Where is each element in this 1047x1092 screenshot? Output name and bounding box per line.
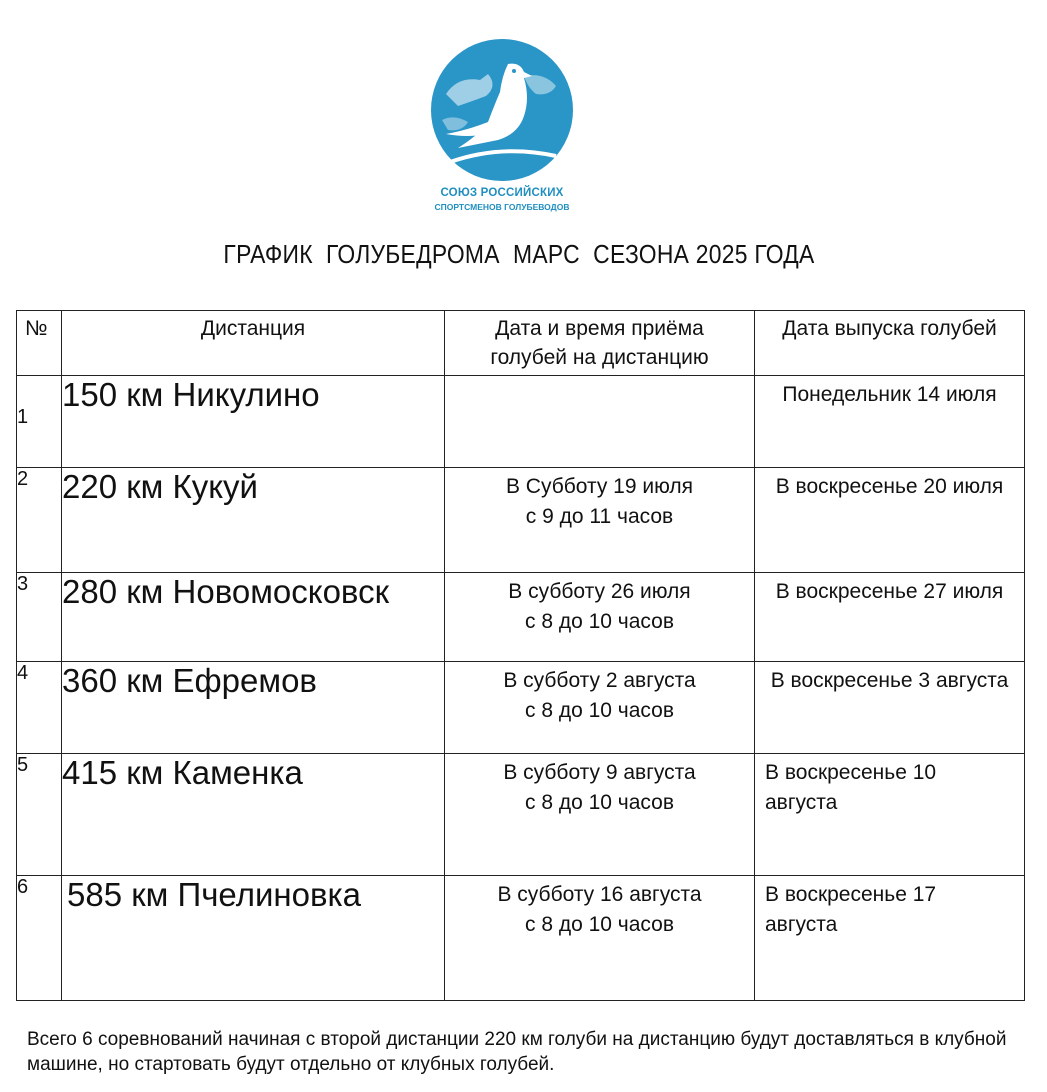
row-number: 3 — [17, 573, 62, 662]
row-release — [755, 468, 1025, 573]
logo-line-1: СОЮЗ РОССИЙСКИХ — [440, 187, 564, 199]
schedule-table — [16, 310, 1025, 1001]
row-receive-line-2: с 8 до 10 часов — [525, 913, 674, 936]
row-receive — [445, 754, 755, 876]
row-release — [755, 573, 1025, 662]
header-receive-line-2: голубей на дистанцию — [490, 346, 709, 369]
row-release — [755, 662, 1025, 754]
footer-note — [27, 1027, 1027, 1077]
footer-note-line-1: Всего 6 соревнований начиная с второй дистанции 220 км голуби на дистанцию будут доставляться в клубной — [27, 1029, 1007, 1050]
table-row — [17, 376, 1025, 468]
organization-logo — [428, 36, 576, 216]
header-release: Дата выпуска голубей — [755, 311, 1025, 376]
row-release — [755, 376, 1025, 468]
dove-over-russia-map-icon — [428, 36, 576, 186]
table-row — [17, 468, 1025, 573]
table-header-row — [17, 311, 1025, 376]
row-receive-line-1: В субботу 16 августа — [497, 883, 702, 906]
row-distance: 150 км Никулино — [62, 376, 445, 468]
row-release-line-1: Понедельник 14 июля — [782, 383, 997, 406]
row-receive-line-2: с 9 до 11 часов — [525, 505, 674, 528]
row-receive — [445, 573, 755, 662]
row-release-line-1: В воскресенье 17 — [765, 883, 937, 906]
row-receive — [445, 662, 755, 754]
row-receive-line-2: с 8 до 10 часов — [525, 610, 674, 633]
row-number: 2 — [17, 468, 62, 573]
row-release-line-2: августа — [765, 913, 838, 936]
table-row — [17, 662, 1025, 754]
row-receive — [445, 876, 755, 1001]
row-receive — [445, 376, 755, 468]
page-title: ГРАФИК ГОЛУБЕДРОМА МАРС СЕЗОНА 2025 ГОДА — [223, 239, 815, 269]
row-release-line-2: августа — [765, 791, 838, 814]
row-number: 5 — [17, 754, 62, 876]
table-row — [17, 876, 1025, 1001]
row-release-line-1: В воскресенье 27 июля — [775, 580, 1004, 603]
row-distance: 280 км Новомосковск — [62, 573, 445, 662]
row-receive-line-1: В Субботу 19 июля — [505, 475, 694, 498]
footer-note-line-2: машине, но стартовать будут отдельно от клубных голубей. — [27, 1054, 555, 1075]
row-number: 1 — [17, 376, 62, 468]
logo-line-2: СПОРТСМЕНОВ ГОЛУБЕВОДОВ — [434, 202, 570, 212]
row-number: 4 — [17, 662, 62, 754]
row-release-line-1: В воскресенье 3 августа — [770, 669, 1009, 692]
row-release — [755, 876, 1025, 1001]
row-receive-line-2: с 8 до 10 часов — [525, 791, 674, 814]
header-receive — [445, 311, 755, 376]
row-distance: 220 км Кукуй — [62, 468, 445, 573]
row-release-line-1: В воскресенье 20 июля — [775, 475, 1004, 498]
table-row — [17, 754, 1025, 876]
row-number: 6 — [17, 876, 62, 1001]
row-distance: 585 км Пчелиновка — [62, 876, 445, 1001]
row-distance: 415 км Каменка — [62, 754, 445, 876]
row-receive-line-1: В субботу 2 августа — [503, 669, 696, 692]
row-release — [755, 754, 1025, 876]
row-receive — [445, 468, 755, 573]
row-distance: 360 км Ефремов — [62, 662, 445, 754]
row-receive-line-2: с 8 до 10 часов — [525, 699, 674, 722]
header-distance: Дистанция — [62, 311, 445, 376]
header-number: № — [17, 311, 62, 376]
row-receive-line-1: В субботу 9 августа — [503, 761, 696, 784]
header-receive-line-1: Дата и время приёма — [495, 317, 704, 340]
row-release-line-1: В воскресенье 10 — [765, 761, 937, 784]
table-row — [17, 573, 1025, 662]
row-receive-line-1: В субботу 26 июля — [508, 580, 691, 603]
